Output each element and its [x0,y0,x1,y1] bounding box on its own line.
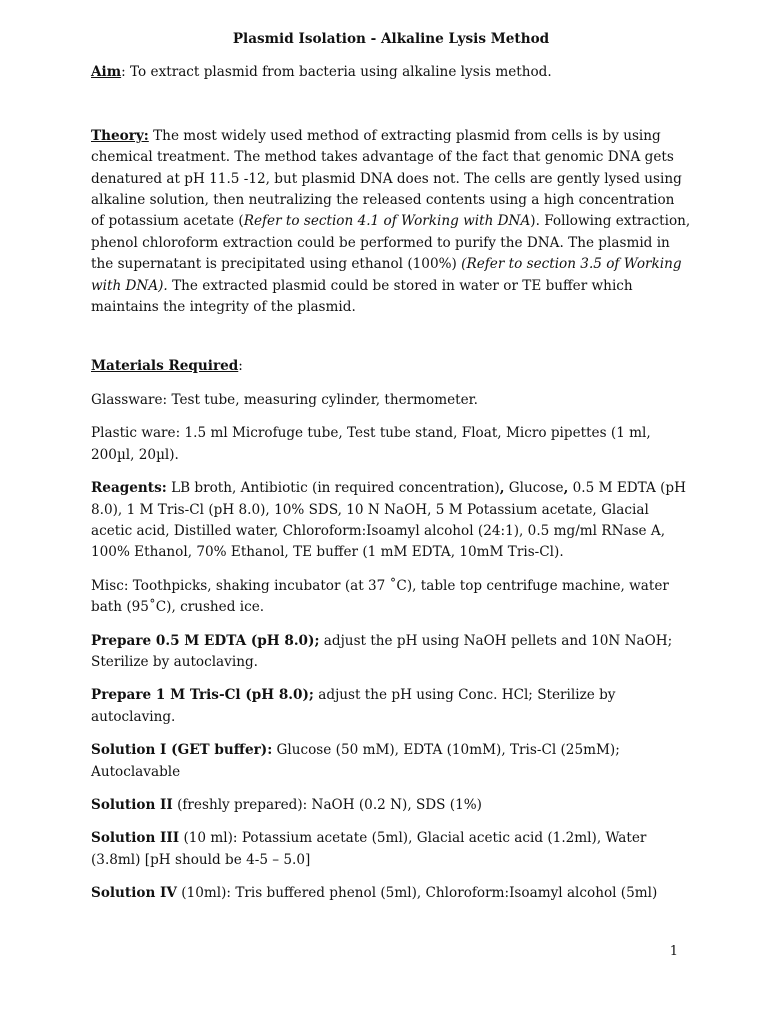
theory-text-3: The extracted plasmid could be stored in water or TE buffer which maintains the integrity of the plasmid. [91,277,633,316]
reagents-text-a: LB broth, Antibiotic (in required concentration) [166,480,500,497]
solution-1-text: Glucose (50 mM), EDTA (10mM), Tris-Cl (25mM); Autoclavable [91,742,620,780]
solution-2-text: (freshly prepared): NaOH (0.2 N), SDS (1%) [172,796,482,813]
solution-1-paragraph [91,740,691,783]
materials-heading-text: Materials Required [91,358,239,375]
page-number: 1 [669,944,678,959]
prep-edta-paragraph [91,631,691,674]
prep-tris-paragraph [91,685,691,728]
solution-2-paragraph [91,795,691,816]
aim-text: : To extract plasmid from bacteria using alkaline lysis method. [121,64,552,81]
solution-3-paragraph [91,828,691,871]
document-title: Plasmid Isolation - Alkaline Lysis Method [232,31,550,47]
theory-paragraph [91,126,691,319]
prep-edta-label: Prepare 0.5 M EDTA (pH 8.0); [91,632,320,649]
solution-3-label: Solution III [91,830,180,847]
reagents-comma: , [499,480,505,497]
theory-reference-1: Refer to section 4.1 of Working with DNA [243,213,531,230]
reagents-text-c: 0.5 M EDTA (pH 8.0), 1 M Tris-Cl (pH 8.0), 10% SDS, 10 N NaOH, 5 M Potassium acetate, Glacial acetic acid, Distilled water, Chloroform:Isoamyl alcohol (24:1), 0.5 mg/ml RNase A, 100% Ethanol, 70% Ethanol, TE buffer (1 mM EDTA, 10mM Tris-Cl). [91,480,686,561]
theory-text-2: ). Following extraction, phenol chloroform extraction could be performed to purify the DNA. The plasmid in the supernatant is precipitated using ethanol (100%) [91,213,691,273]
glassware-paragraph: Glassware: Test tube, measuring cylinder, thermometer. [91,391,479,408]
prep-tris-text: adjust the pH using Conc. HCl; Sterilize by autoclaving. [91,687,616,725]
theory-reference-2: (Refer to section 3.5 of Working with DNA). [91,256,682,294]
prep-edta-text: adjust the pH using NaOH pellets and 10N NaOH; Sterilize by autoclaving. [91,632,673,670]
theory-text-1: The most widely used method of extracting plasmid from cells is by using chemical treatment. The method takes advantage of the fact that genomic DNA gets denatured at pH 11.5 -12, but plasmid DNA does not. The cells are gently lysed using alkaline solution, then neutralizing the released contents using a high concentration of potassium acetate ( [91,127,682,230]
solution-2-label: Solution II [91,796,173,813]
document-body [91,29,691,917]
aim-label: Aim [91,64,122,81]
solution-4-text: (10ml): Tris buffered phenol (5ml), Chloroform:Isoamyl alcohol (5ml) [176,885,658,902]
theory-label: Theory: [91,127,149,144]
solution-4-label: Solution IV [91,885,177,902]
plasticware-paragraph: Plastic ware: 1.5 ml Microfuge tube, Test tube stand, Float, Micro pipettes (1 ml, 200µl, 20µl). [91,425,651,463]
reagents-comma: , [563,480,569,497]
misc-paragraph: Misc: Toothpicks, shaking incubator (at 37 ˚C), table top centrifuge machine, water bath (95˚C), crushed ice. [91,577,669,616]
materials-heading-colon: : [238,358,243,375]
reagents-text-b: Glucose [504,480,564,497]
solution-4-paragraph [91,883,691,904]
spacer [91,330,691,356]
solution-3-text: (10 ml): Potassium acetate (5ml), Glacial acetic acid (1.2ml), Water (3.8ml) [pH should be 4-5 – 5.0] [91,830,647,868]
solution-1-label: Solution I (GET buffer): [91,742,273,759]
prep-tris-label: Prepare 1 M Tris-Cl (pH 8.0); [91,687,314,704]
materials-heading [91,356,691,377]
aim-paragraph [91,62,691,83]
spacer [91,96,691,126]
reagents-label: Reagents: [91,480,167,497]
reagents-paragraph [91,478,691,564]
